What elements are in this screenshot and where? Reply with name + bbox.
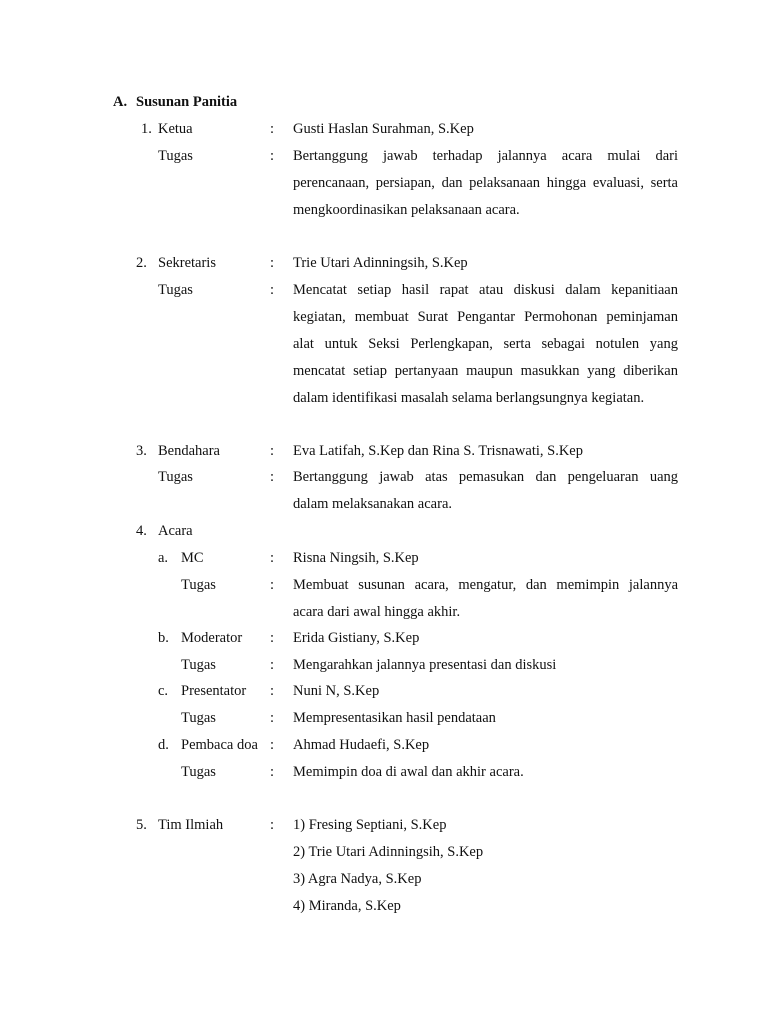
presentator-tugas: Mempresentasikan hasil pendataan	[293, 710, 496, 726]
colon: :	[270, 121, 275, 137]
mc-role: MC	[181, 550, 204, 566]
sekretaris-tugas-line-3: alat untuk Seksi Perlengkapan, serta sebagai notulen yang	[293, 336, 678, 352]
moderator-letter: b.	[158, 630, 169, 646]
pembaca-doa-letter: d.	[158, 737, 169, 753]
ketua-name: Gusti Haslan Surahman, S.Kep	[293, 121, 474, 137]
sekretaris-tugas-line-5: dalam identifikasi masalah selama berlangsungnya kegiatan.	[293, 390, 645, 406]
moderator-name: Erida Gistiany, S.Kep	[293, 630, 420, 646]
colon: :	[270, 255, 275, 271]
ketua-tugas-line-1: Bertanggung jawab terhadap jalannya acara mulai dari	[293, 148, 678, 164]
colon: :	[270, 764, 275, 780]
sekretaris-number: 2.	[136, 255, 147, 271]
colon: :	[270, 683, 275, 699]
presentator-role: Presentator	[181, 683, 247, 699]
colon: :	[270, 148, 275, 164]
tim-ilmiah-member-3: 3) Agra Nadya, S.Kep	[293, 871, 422, 887]
bendahara-tugas-line-1: Bertanggung jawab atas pemasukan dan pengeluaran uang	[293, 469, 678, 485]
sekretaris-tugas-label: Tugas	[158, 282, 193, 298]
mc-letter: a.	[158, 550, 169, 566]
bendahara-number: 3.	[136, 443, 147, 459]
colon: :	[270, 282, 275, 298]
tim-ilmiah-member-4: 4) Miranda, S.Kep	[293, 898, 401, 914]
colon: :	[270, 630, 275, 646]
colon: :	[270, 657, 275, 673]
tim-ilmiah-member-2: 2) Trie Utari Adinningsih, S.Kep	[293, 844, 484, 860]
tim-ilmiah-number: 5.	[136, 817, 147, 833]
sekretaris-role: Sekretaris	[158, 255, 216, 271]
ketua-tugas-label: Tugas	[158, 148, 193, 164]
sekretaris-tugas-line-4: mencatat setiap pertanyaan maupun masukkan yang diberikan	[293, 363, 678, 379]
moderator-tugas: Mengarahkan jalannya presentasi dan diskusi	[293, 657, 557, 673]
presentator-letter: c.	[158, 683, 169, 699]
moderator-tugas-label: Tugas	[181, 657, 216, 673]
ketua-tugas-line-3: mengkoordinasikan pelaksanaan acara.	[293, 202, 520, 218]
acara-number: 4.	[136, 523, 147, 539]
presentator-name: Nuni N, S.Kep	[293, 683, 380, 699]
colon: :	[270, 443, 275, 459]
pembaca-doa-role: Pembaca doa	[181, 737, 258, 753]
ketua-number: 1.	[141, 121, 152, 137]
sekretaris-tugas-line-2: kegiatan, membuat Surat Pengantar Permohonan peminjaman	[293, 309, 678, 325]
ketua-role: Ketua	[158, 121, 193, 137]
pembaca-doa-tugas-label: Tugas	[181, 764, 216, 780]
colon: :	[270, 550, 275, 566]
colon: :	[270, 710, 275, 726]
moderator-role: Moderator	[181, 630, 243, 646]
sekretaris-name: Trie Utari Adinningsih, S.Kep	[293, 255, 468, 271]
bendahara-role: Bendahara	[158, 443, 220, 459]
colon: :	[270, 737, 275, 753]
sekretaris-tugas-line-1: Mencatat setiap hasil rapat atau diskusi dalam kepanitiaan	[293, 282, 678, 298]
colon: :	[270, 577, 275, 593]
tim-ilmiah-member-1: 1) Fresing Septiani, S.Kep	[293, 817, 447, 833]
presentator-tugas-label: Tugas	[181, 710, 216, 726]
mc-tugas-line-1: Membuat susunan acara, mengatur, dan memimpin jalannya	[293, 577, 678, 593]
tim-ilmiah-role: Tim Ilmiah	[158, 817, 224, 833]
colon: :	[270, 469, 275, 485]
mc-tugas-label: Tugas	[181, 577, 216, 593]
colon: :	[270, 817, 275, 833]
mc-name: Risna Ningsih, S.Kep	[293, 550, 419, 566]
pembaca-doa-name: Ahmad Hudaefi, S.Kep	[293, 737, 430, 753]
pembaca-doa-tugas: Memimpin doa di awal dan akhir acara.	[293, 764, 524, 780]
bendahara-name: Eva Latifah, S.Kep dan Rina S. Trisnawati, S.Kep	[293, 443, 583, 459]
mc-tugas-line-2: acara dari awal hingga akhir.	[293, 604, 461, 620]
section-letter: A.	[113, 94, 128, 110]
acara-role: Acara	[158, 523, 193, 539]
ketua-tugas-line-2: perencanaan, persiapan, dan pelaksanaan hingga evaluasi, serta	[293, 175, 678, 191]
section-title: Susunan Panitia	[136, 94, 238, 110]
bendahara-tugas-line-2: dalam melaksanakan acara.	[293, 496, 453, 512]
bendahara-tugas-label: Tugas	[158, 469, 193, 485]
